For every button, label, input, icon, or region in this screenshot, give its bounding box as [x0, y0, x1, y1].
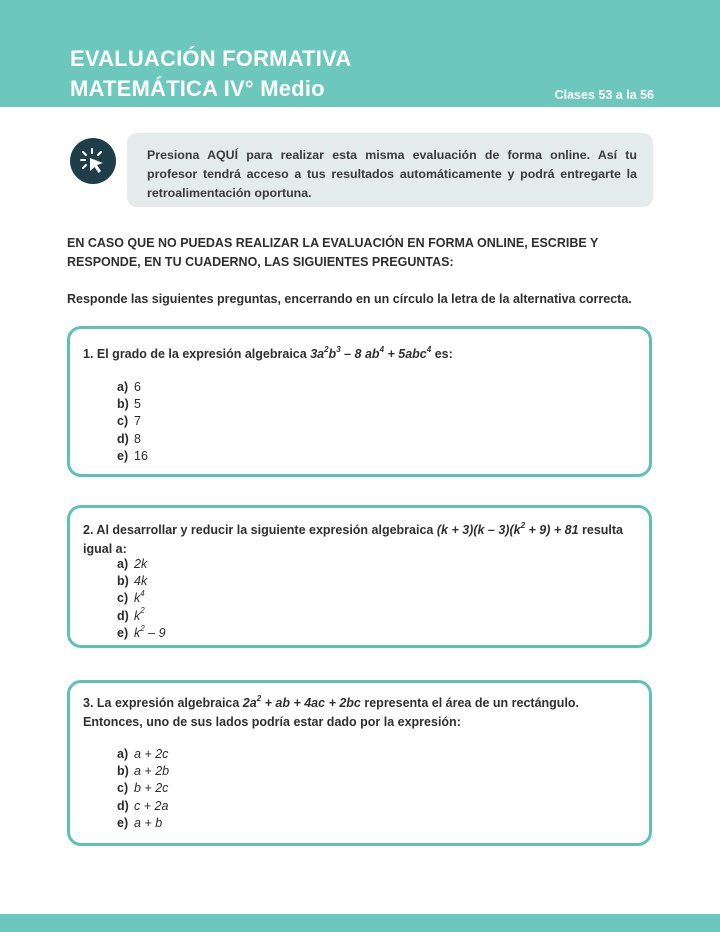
question-2-text: [83, 521, 637, 559]
notice-text[interactable]: Presiona AQUÍ para realizar esta misma evaluación de forma online. Así tu profesor tendrá acceso a tus resultados automáticamente y podrá entregarte la retroalimentación oportuna.: [147, 148, 637, 200]
option-text: $k^2 - 9$: [134, 623, 166, 640]
question-3-options: [117, 746, 169, 832]
option-e[interactable]: [117, 815, 169, 832]
question-1-options: [117, 379, 148, 465]
option-e[interactable]: [117, 448, 148, 465]
option-text: 6: [134, 380, 141, 394]
online-evaluation-notice[interactable]: [127, 133, 653, 207]
option-letter: e): [117, 625, 129, 640]
question-3-box: [67, 680, 652, 846]
option-b[interactable]: [117, 573, 166, 590]
question-2-prefix: 2. Al desarrollar y reducir la siguiente expresión algebraica: [83, 523, 437, 537]
option-c[interactable]: [117, 780, 169, 797]
option-d[interactable]: [117, 608, 166, 625]
question-1-box: [67, 326, 652, 477]
option-a[interactable]: [117, 379, 148, 396]
question-3-text: [83, 694, 637, 732]
respond-instruction: Responde las siguientes preguntas, encerrando en un círculo la letra de la alternativa correcta.: [67, 292, 632, 306]
question-1-suffix: es:: [431, 347, 453, 361]
option-e[interactable]: [117, 625, 166, 642]
option-text: $k^2$: [134, 606, 145, 623]
option-text: 5: [134, 397, 141, 412]
header-title-line2: MATEMÁTICA IV° Medio: [70, 76, 325, 101]
question-3-expression: $2a^2$ + ab + 4ac + 2bc: [242, 693, 361, 710]
option-a[interactable]: [117, 556, 166, 573]
option-letter: e): [117, 815, 129, 830]
option-letter: c): [117, 781, 129, 796]
classes-label: Clases 53 a la 56: [554, 88, 654, 102]
question-3-prefix: 3. La expresión algebraica: [83, 696, 243, 710]
option-d[interactable]: [117, 798, 169, 815]
question-2-suffix: resulta igual a:: [83, 523, 624, 556]
option-letter: a): [117, 557, 129, 571]
question-2-options: [117, 556, 166, 642]
footer-bar: [0, 914, 720, 932]
question-1-expression: $3a^2b^3 - 8$ $ab^4 + 5abc^4$: [310, 344, 432, 361]
question-1-text: [83, 345, 637, 364]
option-text: a + 2c: [134, 747, 169, 761]
header-banner: [0, 0, 720, 107]
question-3-suffix: representa el área de un rectángulo. Entonces, uno de sus lados podría estar dado por la expresión:: [83, 696, 580, 729]
question-2-box: [67, 505, 652, 648]
option-text: 7: [134, 414, 141, 429]
click-cursor-icon[interactable]: [70, 138, 116, 184]
option-letter: a): [117, 747, 129, 761]
option-text: 4k: [134, 574, 148, 589]
option-a[interactable]: [117, 746, 169, 763]
option-text: 16: [134, 448, 148, 463]
option-text: $k^4$: [134, 589, 145, 606]
option-b[interactable]: [117, 396, 148, 413]
option-text: a + b: [134, 815, 163, 830]
option-c[interactable]: [117, 413, 148, 430]
option-letter: b): [117, 397, 129, 412]
option-letter: d): [117, 431, 129, 446]
option-text: a + 2b: [134, 764, 170, 779]
option-letter: c): [117, 414, 129, 429]
option-d[interactable]: [117, 431, 148, 448]
offline-instruction: EN CASO QUE NO PUEDAS REALIZAR LA EVALUACIÓN EN FORMA ONLINE, ESCRIBE Y RESPONDE, EN TU CUADERNO, LAS SIGUIENTES PREGUNTAS:: [67, 236, 599, 269]
option-letter: c): [117, 591, 129, 606]
option-text: b + 2c: [134, 781, 169, 796]
option-text: 2k: [134, 557, 148, 571]
question-2-expression: $(k + 3)(k - 3)(k^2 + 9) + 81$: [436, 520, 579, 537]
option-letter: d): [117, 798, 129, 813]
option-text: 8: [134, 431, 141, 446]
option-letter: b): [117, 764, 129, 779]
option-letter: a): [117, 380, 129, 394]
header-title-line1: EVALUACIÓN FORMATIVA: [70, 46, 352, 71]
option-letter: d): [117, 608, 129, 623]
question-1-prefix: 1. El grado de la expresión algebraica: [83, 347, 311, 361]
option-b[interactable]: [117, 763, 169, 780]
option-letter: e): [117, 448, 129, 463]
option-text: c + 2a: [134, 798, 169, 813]
option-letter: b): [117, 574, 129, 589]
